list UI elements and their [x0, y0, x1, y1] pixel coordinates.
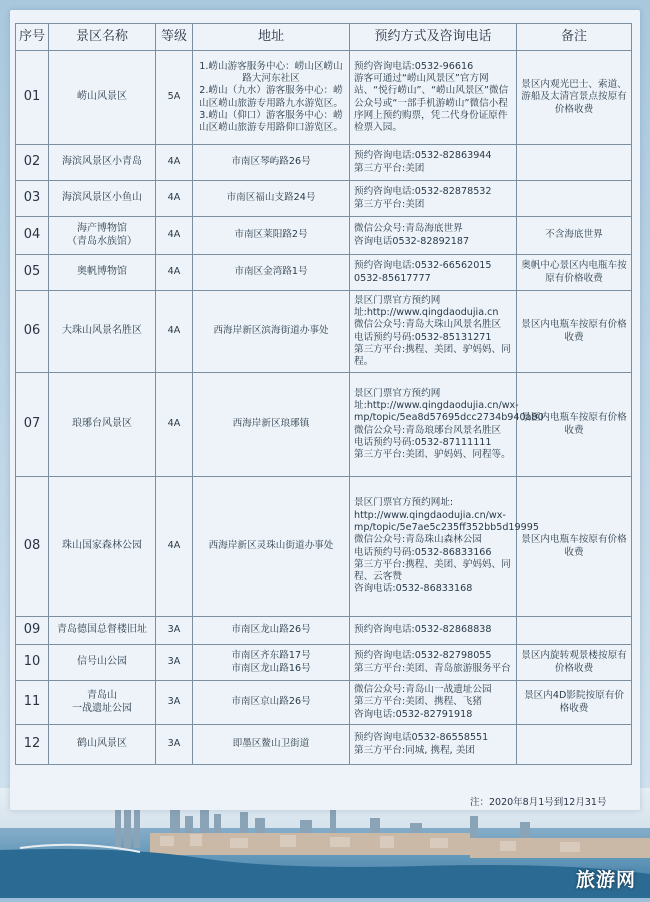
cell-text-line: 预约咨询电话:0532-82863944: [354, 150, 492, 162]
cell-no: 12: [16, 725, 49, 765]
cell-text-line: 青岛德国总督楼旧址: [57, 624, 147, 636]
cell-text-line: 景区内电瓶车按原有价格收费: [521, 319, 627, 343]
cell-text-line: 西海岸新区灵珠山街道办事处: [208, 540, 334, 552]
cell-text-line: 市南区龙山路26号: [231, 624, 311, 636]
header-level: 等级: [156, 24, 193, 51]
cell-contact: [350, 373, 544, 477]
cell-contact: [350, 617, 517, 645]
cell-name: [49, 617, 156, 645]
cell-level: 3A: [156, 617, 193, 645]
cell-text-line: 电话预约号码:0532-86833166: [354, 546, 492, 558]
watermark: [556, 864, 636, 892]
cell-text-line: 第三方平台:美团、青岛旅游服务平台: [354, 662, 511, 674]
cell-text-line: http://www.qingdaodujia.cn/wx-mp/topic/5e7ae5c235ff352bb5d19995: [354, 509, 539, 533]
cell-contact: [350, 725, 517, 765]
cell-name: [49, 681, 156, 725]
cell-no: 01: [16, 51, 49, 145]
cell-note: [517, 181, 632, 217]
cell-address: [193, 373, 350, 477]
cell-no: 06: [16, 291, 49, 373]
cell-contact: [350, 51, 517, 145]
cell-no: 04: [16, 217, 49, 255]
cell-contact: [350, 181, 517, 217]
cell-text-line: 市南区京山路26号: [231, 696, 311, 708]
cell-no: 07: [16, 373, 49, 477]
cell-text-line: 景区内电瓶车按原有价格收费: [521, 534, 627, 558]
cell-text-line: 微信公众号:青岛海底世界: [354, 223, 463, 235]
cell-note: [517, 645, 632, 681]
cell-contact: [350, 145, 517, 181]
cell-level: 4A: [156, 255, 193, 291]
cell-text-line: 第三方平台:美团、驴妈妈、同程等。: [354, 449, 511, 461]
cell-address: [193, 681, 350, 725]
cell-text-line: 奥帆中心景区内电瓶车按原有价格收费: [521, 260, 627, 284]
cell-text-line: 预约咨询电话:0532-66562015: [354, 260, 492, 272]
cell-name: [49, 645, 156, 681]
cell-text-line: 0532-85617777: [354, 272, 431, 284]
cell-no: 09: [16, 617, 49, 645]
cell-text-line: 1.崂山游客服务中心：崂山区崂山路大河东社区: [199, 60, 343, 84]
cell-text-line: 西海岸新区滨海街道办事处: [213, 325, 329, 337]
cell-note: [517, 477, 632, 617]
cell-name: [49, 145, 156, 181]
cell-contact: [350, 477, 539, 617]
cell-text-line: 景区内4D影院按原有价格收费: [524, 690, 624, 714]
cell-text-line: 预约咨询电话:0532-82868838: [354, 624, 492, 636]
cell-text-line: 游客可通过“崂山风景区”官方网站、“悦行崂山”、“崂山风景区”微信公众号或“一部手机游崂山”微信小程序网上预约购票，凭二代身份证原件检票入园。: [354, 72, 509, 134]
cell-note: [517, 145, 632, 181]
cell-text-line: 第三方平台:同城, 携程, 美团: [354, 744, 475, 756]
cell-text-line: 青岛山: [87, 690, 117, 702]
cell-text-line: 景区内旋转观景楼按原有价格收费: [521, 650, 627, 674]
cell-address: [193, 645, 350, 681]
cell-level: 3A: [156, 725, 193, 765]
cell-text-line: 第三方平台:携程、美团、驴妈妈、同程。: [354, 343, 511, 368]
cell-level: 5A: [156, 51, 193, 145]
cell-note: [517, 681, 632, 725]
cell-address: [193, 145, 350, 181]
table-row: [16, 477, 632, 617]
cell-note: [517, 255, 632, 291]
cell-text-line: 即墨区鳌山卫街道: [232, 738, 310, 750]
cell-text-line: 预约咨询电话0532-86558551: [354, 732, 489, 744]
cell-name: [49, 181, 156, 217]
table-row: [16, 181, 632, 217]
cell-level: 4A: [156, 217, 193, 255]
table-row: [16, 617, 632, 645]
cell-text-line: 预约咨询电话:0532-82878532: [354, 186, 492, 198]
cell-text-line: 景区内电瓶车按原有价格收费: [521, 412, 627, 436]
cell-text-line: 珠山国家森林公园: [62, 540, 142, 552]
cell-address: [193, 291, 350, 373]
cell-text-line: 第三方平台:携程、美团、驴妈妈、同程、云客赞: [354, 558, 511, 583]
watermark-text: 旅游网: [575, 868, 636, 891]
cell-note: [517, 373, 632, 477]
cell-note: [517, 217, 632, 255]
cell-text-line: 微信公众号:青岛山一战遗址公园: [354, 684, 492, 696]
table-row: [16, 217, 632, 255]
cell-name: [49, 217, 156, 255]
cell-name: [49, 477, 156, 617]
cell-level: 4A: [156, 373, 193, 477]
cell-text-line: 3.崂山（仰口）游客服务中心：崂山区崂山旅游专用路仰口游览区。: [199, 109, 343, 134]
cell-name: [49, 51, 156, 145]
cell-contact: [350, 217, 517, 255]
cell-name: [49, 255, 156, 291]
table-row: [16, 373, 632, 477]
cell-name: [49, 373, 156, 477]
header-no: 序号: [16, 24, 49, 51]
cell-text-line: 海产博物馆: [77, 223, 127, 235]
cell-text-line: 微信公众号:青岛琅琊台风景名胜区: [354, 424, 502, 436]
cell-no: 10: [16, 645, 49, 681]
cell-level: 4A: [156, 145, 193, 181]
cell-text-line: 市南区琴屿路26号: [231, 156, 311, 168]
cell-contact: [350, 645, 517, 681]
cell-note: [517, 291, 632, 373]
cell-contact: [350, 681, 517, 725]
cell-text-line: 微信公众号:青岛大珠山风景名胜区: [354, 319, 502, 331]
cell-text-line: 一战遗址公园: [72, 702, 132, 714]
cell-level: 4A: [156, 181, 193, 217]
cell-note: [517, 725, 632, 765]
cell-text-line: 电话预约号码:0532-87111111: [354, 436, 492, 448]
cell-text-line: 奥帆博物馆: [77, 266, 127, 278]
cell-text-line: 第三方平台:美团、携程、飞猪: [354, 696, 482, 708]
cell-text-line: 2.崂山（九水）游客服务中心：崂山区崂山旅游专用路九水游览区。: [199, 85, 343, 109]
cell-contact: [350, 291, 517, 373]
cell-text-line: 市南区齐东路17号: [231, 650, 311, 662]
cell-text-line: 市南区龙山路16号: [231, 662, 311, 674]
cell-no: 02: [16, 145, 49, 181]
cell-text-line: 预约咨询电话:0532-82798055: [354, 650, 492, 662]
cell-text-line: 西海岸新区琅琊镇: [232, 418, 310, 430]
header-name: 景区名称: [49, 24, 156, 51]
table-row: [16, 645, 632, 681]
cell-text-line: 不含海底世界: [545, 229, 603, 241]
cell-text-line: 市南区福山支路24号: [226, 192, 316, 204]
cell-address: [193, 217, 350, 255]
footnote: 注：2020年8月1号到12月31号: [470, 797, 607, 808]
cell-no: 03: [16, 181, 49, 217]
table-row: [16, 255, 632, 291]
cell-text-line: 景区内观光巴士、索道、游船及太清宫景点按原有价格收费: [521, 79, 627, 115]
table-row: [16, 725, 632, 765]
cell-level: 3A: [156, 681, 193, 725]
cell-address: [193, 51, 350, 145]
cell-text-line: 微信公众号:青岛珠山森林公园: [354, 534, 482, 546]
scenic-spots-table: [15, 23, 632, 765]
header-note: 备注: [517, 24, 632, 51]
cell-text-line: 咨询电话:0532-86833168: [354, 583, 473, 595]
cell-address: [193, 255, 350, 291]
cell-no: 11: [16, 681, 49, 725]
cell-text-line: 市南区金湾路1号: [234, 266, 308, 278]
table-row: [16, 681, 632, 725]
cell-text-line: 大珠山风景名胜区: [62, 325, 142, 337]
cell-level: 4A: [156, 477, 193, 617]
cell-text-line: 景区门票官方预约网址:http://www.qingdaodujia.cn/wx-mp/topic/5ea8d57695dcc2734b940a80: [354, 387, 544, 424]
cell-level: 4A: [156, 291, 193, 373]
cell-text-line: 琅琊台风景区: [72, 418, 132, 430]
cell-level: 3A: [156, 645, 193, 681]
cell-address: [193, 477, 350, 617]
cell-text-line: 信号山公园: [77, 656, 127, 668]
cell-text-line: 海滨风景区小青岛: [62, 156, 142, 168]
table-header-row: [16, 24, 632, 51]
cell-name: [49, 725, 156, 765]
cell-text-line: 咨询电话:0532-82791918: [354, 708, 473, 720]
table-row: [16, 145, 632, 181]
cell-contact: [350, 255, 517, 291]
cell-text-line: 景区门票官方预约网址:: [354, 497, 454, 509]
cell-text-line: 电话预约号码:0532-85131271: [354, 331, 492, 343]
cell-name: [49, 291, 156, 373]
header-address: 地址: [193, 24, 350, 51]
cell-text-line: 海滨风景区小鱼山: [62, 192, 142, 204]
cell-address: [193, 725, 350, 765]
cell-text-line: 第三方平台:美团: [354, 198, 425, 210]
header-contact: 预约方式及咨询电话: [350, 24, 517, 51]
cell-text-line: （青岛水族馆）: [67, 235, 137, 247]
cell-text-line: 鹤山风景区: [77, 738, 127, 750]
table-row: [16, 51, 632, 145]
cell-text-line: 市南区莱阳路2号: [234, 229, 308, 241]
cell-text-line: 崂山风景区: [77, 91, 127, 103]
table-row: [16, 291, 632, 373]
cell-note: [517, 51, 632, 145]
cell-text-line: 预约咨询电话:0532-96616: [354, 60, 474, 72]
cell-text-line: 第三方平台:美团: [354, 162, 425, 174]
cell-address: [193, 617, 350, 645]
cell-no: 05: [16, 255, 49, 291]
cell-no: 08: [16, 477, 49, 617]
cell-text-line: 景区门票官方预约网址:http://www.qingdaodujia.cn: [354, 294, 499, 318]
cell-address: [193, 181, 350, 217]
cell-text-line: 咨询电话0532-82892187: [354, 235, 470, 247]
cell-note: [517, 617, 632, 645]
